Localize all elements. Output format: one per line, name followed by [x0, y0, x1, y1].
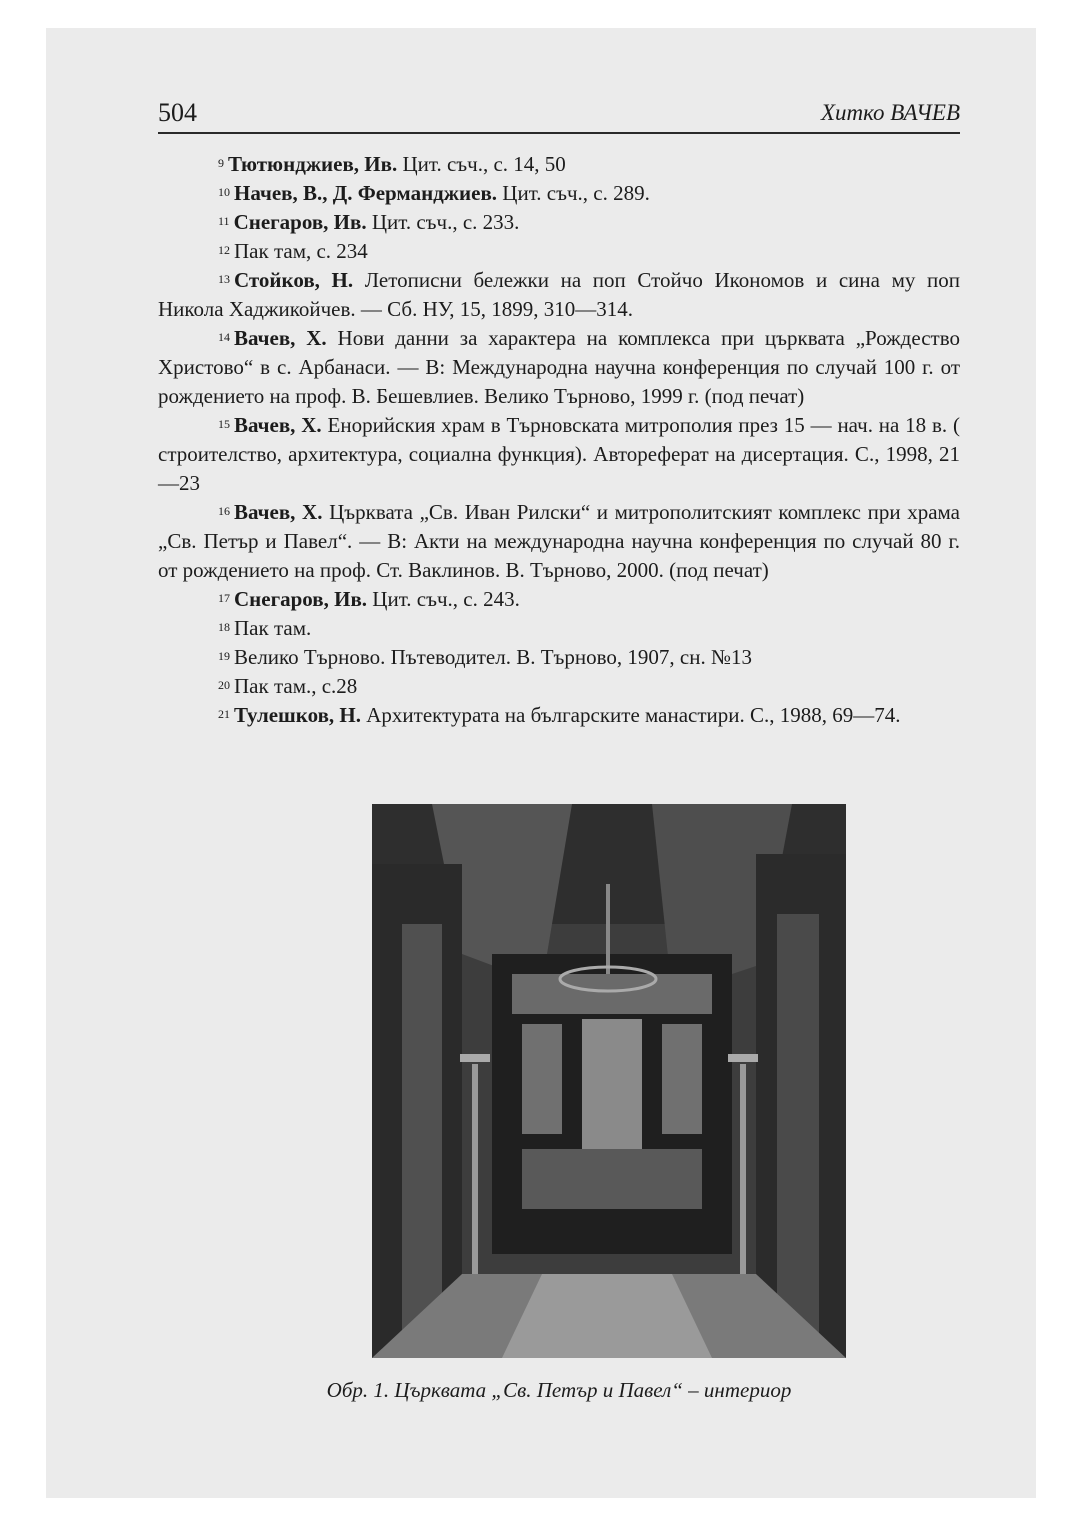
footnote-author: Вачев, Х.	[234, 326, 327, 350]
footnote-number: 21	[218, 707, 230, 721]
footnote	[158, 585, 960, 614]
running-head: Хитко ВАЧЕВ	[820, 100, 960, 125]
footnote	[158, 266, 960, 324]
footnote-text: Велико Търново. Пътеводител. В. Търново, 1907, сн. №13	[234, 645, 753, 669]
footnote-number: 18	[218, 620, 230, 634]
footnote-number: 14	[218, 330, 230, 344]
footnote-number: 16	[218, 504, 230, 518]
footnote-text: Цит. съч., с. 233.	[366, 210, 520, 234]
footnote-author: Стойков, Н.	[234, 268, 354, 292]
footnote-number: 10	[218, 185, 230, 199]
footnote	[158, 179, 960, 208]
footnote	[158, 150, 960, 179]
footnote-text: Пак там, с. 234	[234, 239, 368, 263]
footnote	[158, 208, 960, 237]
footnote-number: 9	[218, 156, 224, 170]
footnote-text: Цит. съч., с. 14, 50	[397, 152, 566, 176]
footnote-number: 17	[218, 591, 230, 605]
figure-caption: Обр. 1. Църквата „Св. Петър и Павел“ – интериор	[326, 1378, 792, 1402]
footnote-author: Вачев, Х.	[234, 500, 323, 524]
footnote-author: Снегаров, Ив.	[233, 210, 367, 234]
footnote-number: 12	[218, 243, 230, 257]
footnote	[158, 614, 960, 643]
footnote	[158, 643, 960, 672]
footnote	[158, 237, 960, 266]
figure-photo	[372, 804, 846, 1358]
footnote-author: Вачев, Х.	[234, 413, 322, 437]
footnote	[158, 701, 960, 730]
footnote-number: 15	[218, 417, 230, 431]
footnote-author: Начев, В., Д. Ферманджиев.	[234, 181, 498, 205]
footnote-number: 19	[218, 649, 230, 663]
footnote-author: Тютюнджиев, Ив.	[228, 152, 398, 176]
footnote	[158, 672, 960, 701]
footnote-text: Цит. съч., с. 243.	[367, 587, 520, 611]
footnote-author: Тулешков, Н.	[234, 703, 361, 727]
footnote-text: Енорийския храм в Търновската митрополия през 15 — нач. на 18 в. ( строителство, архитектура, социална функция). Автореферат на дисертация. С., 1998, 21—23	[158, 413, 960, 495]
footnote	[158, 324, 960, 411]
footnote	[158, 411, 960, 498]
footnotes	[158, 150, 960, 730]
footnote-text: Пак там., с.28	[234, 674, 358, 698]
footnote-text: Пак там.	[234, 616, 312, 640]
footnote-number: 20	[218, 678, 230, 692]
footnote-text: Архитектурата на българските манастири. С., 1988, 69—74.	[361, 703, 901, 727]
footnote	[158, 498, 960, 585]
footnote-text: Църквата „Св. Иван Рилски“ и митрополитският комплекс при храма „Св. Петър и Павел“. — В: Акти на международна научна конференция по случай 80 г. от рождението на проф. Ст. Ваклинов. В. Търново, 2000. (под печат)	[158, 500, 960, 582]
footnote-text: Летописни бележки на поп Стойчо Икономов и сина му поп Никола Хаджикойчев. — Сб. НУ, 15, 1899, 310—314.	[158, 268, 960, 321]
footnote-text: Цит. съч., с. 289.	[497, 181, 650, 205]
page-header	[158, 98, 960, 132]
footnote-number: 11	[218, 214, 230, 228]
footnote-text: Нови данни за характера на комплекса при църквата „Рождество Христово“ в с. Арбанаси. — В: Международна научна конференция по случай 100 г. от рождението на проф. В. Бешевлиев. Велико Търново, 1999 г. (под печат)	[158, 326, 960, 408]
header-rule	[158, 132, 960, 134]
footnote-number: 13	[218, 272, 230, 286]
page-number: 504	[158, 98, 197, 127]
footnote-author: Снегаров, Ив.	[234, 587, 368, 611]
church-interior-photo	[372, 804, 846, 1358]
